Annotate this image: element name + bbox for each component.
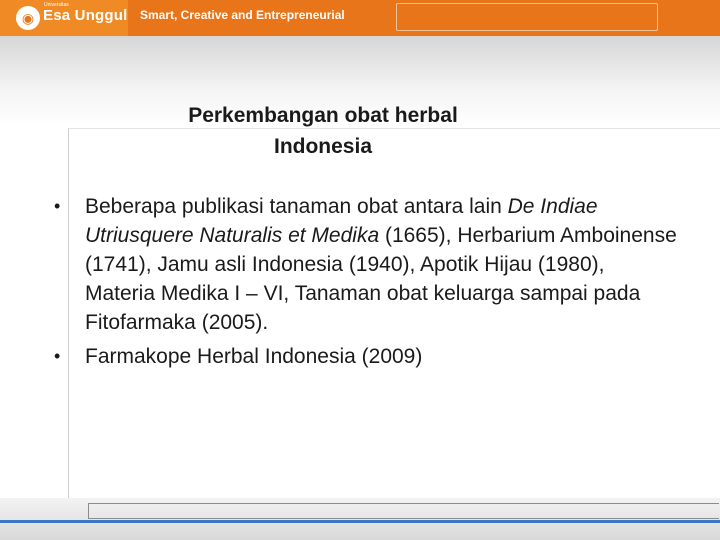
bullet-1-italic-title: De Indiae Utriusquere Naturalis et Medika — [85, 195, 598, 247]
university-emblem-icon: ◉ — [16, 6, 40, 30]
slide-title-line-1: Perkembangan obat herbal — [188, 104, 458, 127]
slide-title-line-2: Indonesia — [273, 135, 373, 158]
bullet-1-text-rest: (1665), Herbarium Amboinense (1741), Jamu asli Indonesia (1940), Apotik Hijau (1980), Materia Medika I – VI, Tanaman obat keluarga sampai pada Fitofarmaka (2005). — [85, 224, 677, 334]
slide-title — [140, 100, 506, 162]
header-decoration — [396, 3, 658, 31]
bullet-1-text: Beberapa publikasi tanaman obat antara lain — [85, 195, 508, 218]
slide-body — [54, 192, 678, 376]
bullet-icon: • — [54, 196, 61, 216]
bullet-item-1 — [54, 192, 678, 337]
logo — [0, 0, 128, 36]
logo-text: Esa Unggul — [43, 7, 128, 24]
footer-accent-line — [0, 520, 720, 523]
tagline: Smart, Creative and Entrepreneurial — [140, 8, 345, 22]
footer-decoration — [88, 503, 719, 519]
header-bar — [0, 0, 720, 36]
bullet-icon: • — [54, 346, 61, 366]
bullet-2-text: Farmakope Herbal Indonesia (2009) — [85, 345, 423, 368]
bullet-item-2 — [54, 342, 678, 371]
logo-subtitle: Universitas — [44, 2, 69, 8]
